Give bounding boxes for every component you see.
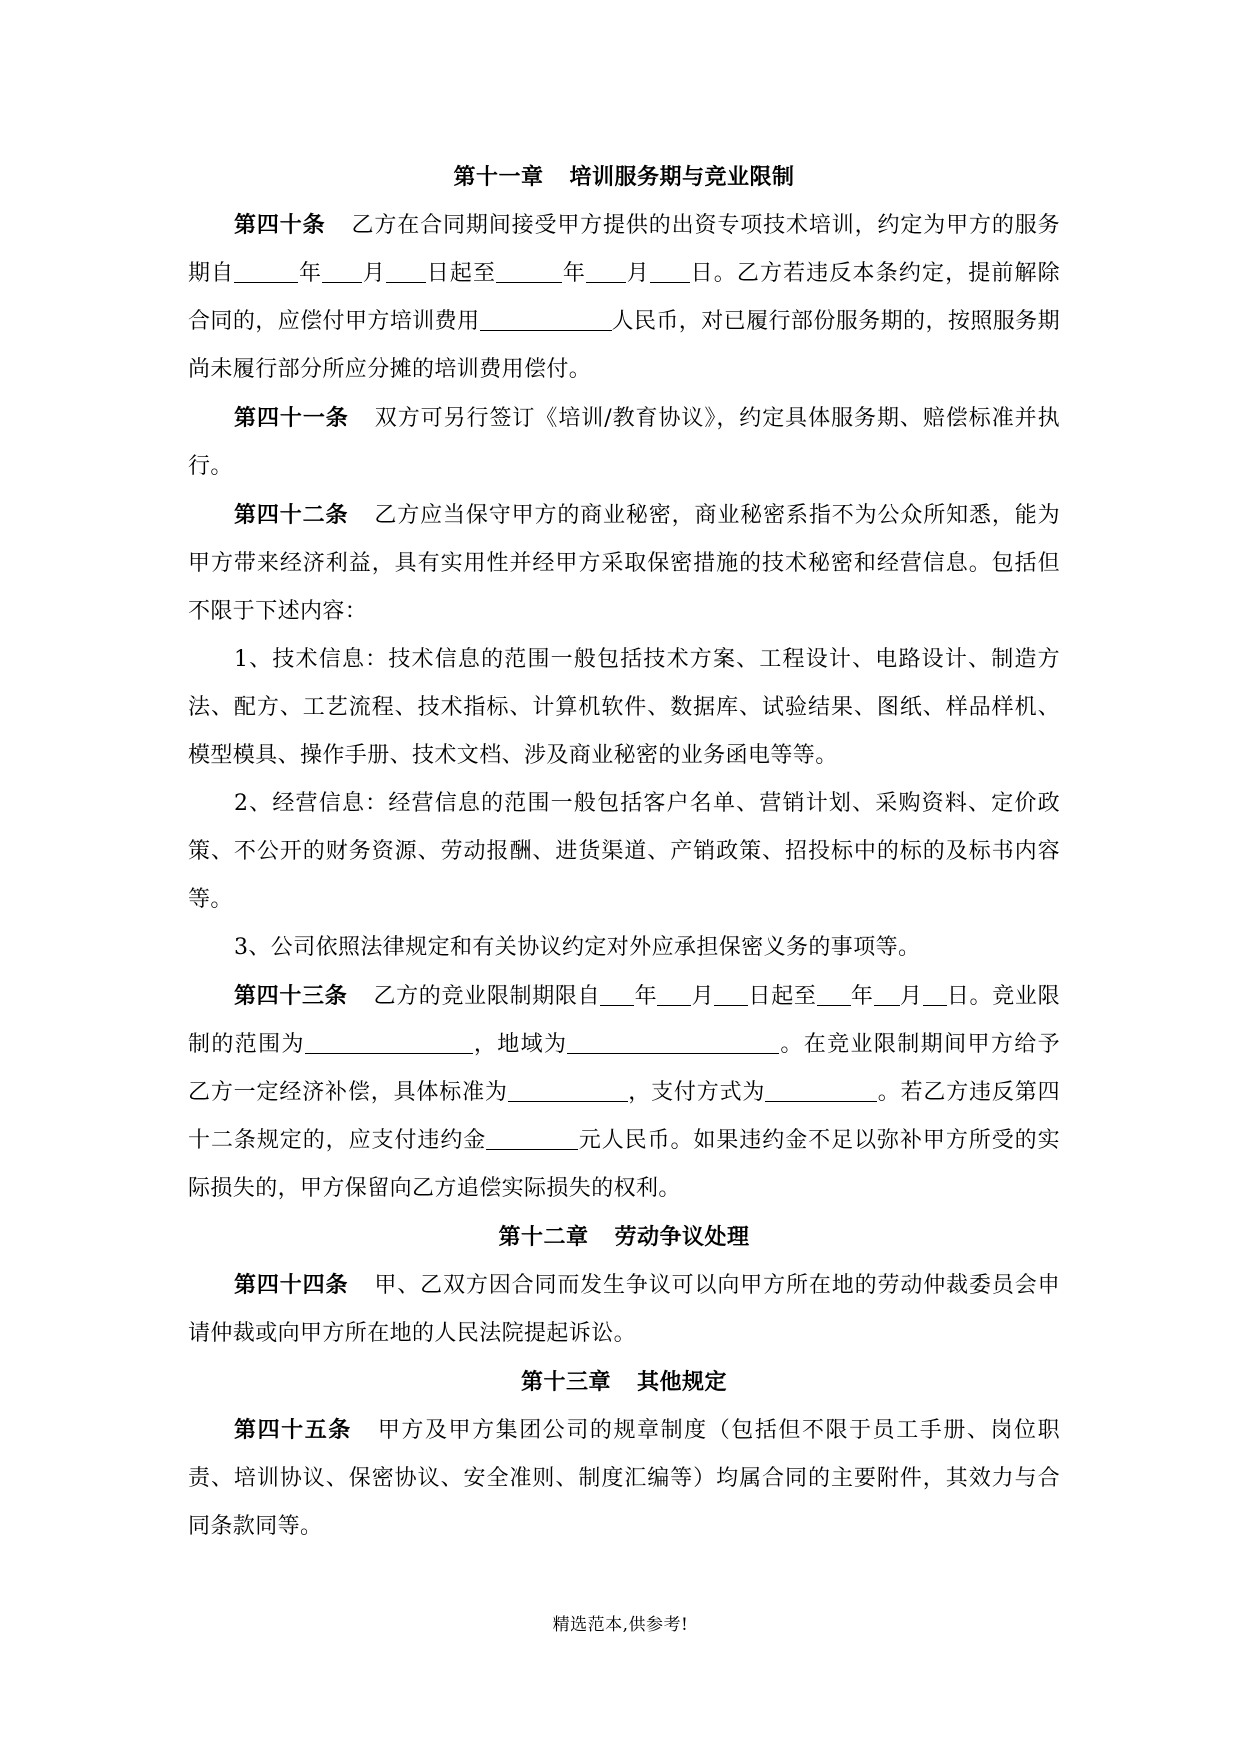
article-42 [188,491,1060,636]
chapter-number: 第十二章 [498,1224,589,1250]
article-text: 年 [562,261,587,286]
blank-field[interactable] [234,262,298,283]
article-text: 日起至 [748,984,817,1009]
chapter-title: 劳动争议处理 [614,1224,750,1250]
blank-field[interactable] [480,310,612,331]
blank-field[interactable] [508,1081,628,1102]
article-text: 元人民币。如果违约金不足以弥补甲方所受的实际损失的，甲方保留向乙方追偿实际损失的权利。 [188,1128,1060,1201]
chapter-title: 其他规定 [637,1369,728,1395]
article-42-item-2: 2、经营信息：经营信息的范围一般包括客户名单、营销计划、采购资料、定价政策、不公开的财务资源、劳动报酬、进货渠道、产销政策、招投标中的标的及标书内容等。 [188,791,1060,912]
article-label: 第四十四条 [234,1272,349,1298]
chapter-heading-12 [188,1213,1060,1261]
article-text: 日。乙方若违反本条约定，提前解除合同的，应偿付甲方培训费用 [188,261,1061,334]
article-42-item-1: 1、技术信息：技术信息的范围一般包括技术方案、工程设计、电路设计、制造方法、配方、工艺流程、技术指标、计算机软件、数据库、试验结果、图纸、样品样机、模型模具、操作手册、技术文档、涉及商业秘密的业务函电等等。 [188,647,1060,768]
article-41 [188,394,1060,491]
article-45 [188,1406,1060,1551]
blank-field[interactable] [714,985,748,1006]
article-text: 月 [362,261,387,286]
chapter-title: 培训服务期与竞业限制 [569,164,795,190]
article-text: 双方可另行签订《培训/教育协议》，约定具体服务期、赔偿标准并执行。 [188,406,1060,479]
article-text: 乙方应当保守甲方的商业秘密，商业秘密系指不为公众所知悉，能为甲方带来经济利益，具有实用性并经甲方采取保密措施的技术秘密和经营信息。包括但不限于下述内容： [188,503,1060,624]
article-text: ，支付方式为 [627,1080,766,1105]
chapter-heading-13 [188,1358,1060,1406]
article-text: 日。竞业限制的范围为 [188,984,1061,1057]
contract-body [188,153,1060,1551]
page-footer: 精选范本,供参考! [552,1615,689,1635]
article-43 [188,972,1060,1213]
article-text: 甲、乙双方因合同而发生争议可以向甲方所在地的劳动仲裁委员会申请仲裁或向甲方所在地的人民法院提起诉讼。 [188,1273,1060,1346]
article-text: 人民币，对已履行部份服务期的，按照服务期尚未履行部分所应分摊的培训费用偿付。 [188,309,1060,382]
blank-field[interactable] [817,985,851,1006]
article-44 [188,1261,1060,1358]
article-label: 第四十一条 [234,405,349,431]
article-text: 乙方在合同期间接受甲方提供的出资专项技术培训，约定为甲方的服务期自 [188,213,1060,286]
article-text: 年 [850,984,874,1009]
article-text: 月 [691,984,715,1009]
blank-field[interactable] [657,985,691,1006]
blank-field[interactable] [486,1129,578,1150]
article-42-item-3: 3、公司依照法律规定和有关协议约定对外应承担保密义务的事项等。 [234,935,921,960]
chapter-number: 第十三章 [520,1369,611,1395]
article-text: 。在竞业限制期间甲方给予乙方一定经济补偿，具体标准为 [188,1032,1060,1105]
article-text: 日起至 [426,261,497,286]
blank-field[interactable] [600,985,634,1006]
blank-field[interactable] [322,262,362,283]
article-text: ，地域为 [472,1032,568,1057]
article-text: 月 [899,984,923,1009]
blank-field[interactable] [496,262,562,283]
article-label: 第四十三条 [234,983,348,1009]
article-text: 年 [298,261,323,286]
article-text: 。若乙方违反第四十二条规定的，应支付违约金 [188,1080,1061,1153]
article-label: 第四十条 [234,212,326,238]
article-text: 月 [626,261,650,286]
chapter-number: 第十一章 [453,164,544,190]
blank-field[interactable] [650,262,690,283]
blank-field[interactable] [586,262,626,283]
article-text: 乙方的竞业限制期限自 [373,984,601,1009]
article-label: 第四十二条 [234,502,349,528]
blank-field[interactable] [386,262,426,283]
article-text: 甲方及甲方集团公司的规章制度（包括但不限于员工手册、岗位职责、培训协议、保密协议、安全准则、制度汇编等）均属合同的主要附件，其效力与合同条款同等。 [188,1418,1060,1539]
blank-field[interactable] [305,1033,473,1054]
blank-field[interactable] [874,985,900,1006]
article-40 [188,201,1060,394]
article-label: 第四十五条 [234,1417,352,1443]
blank-field[interactable] [567,1033,779,1054]
chapter-heading-11 [188,153,1060,201]
blank-field[interactable] [923,985,947,1006]
article-text: 年 [634,984,658,1009]
blank-field[interactable] [765,1081,877,1102]
